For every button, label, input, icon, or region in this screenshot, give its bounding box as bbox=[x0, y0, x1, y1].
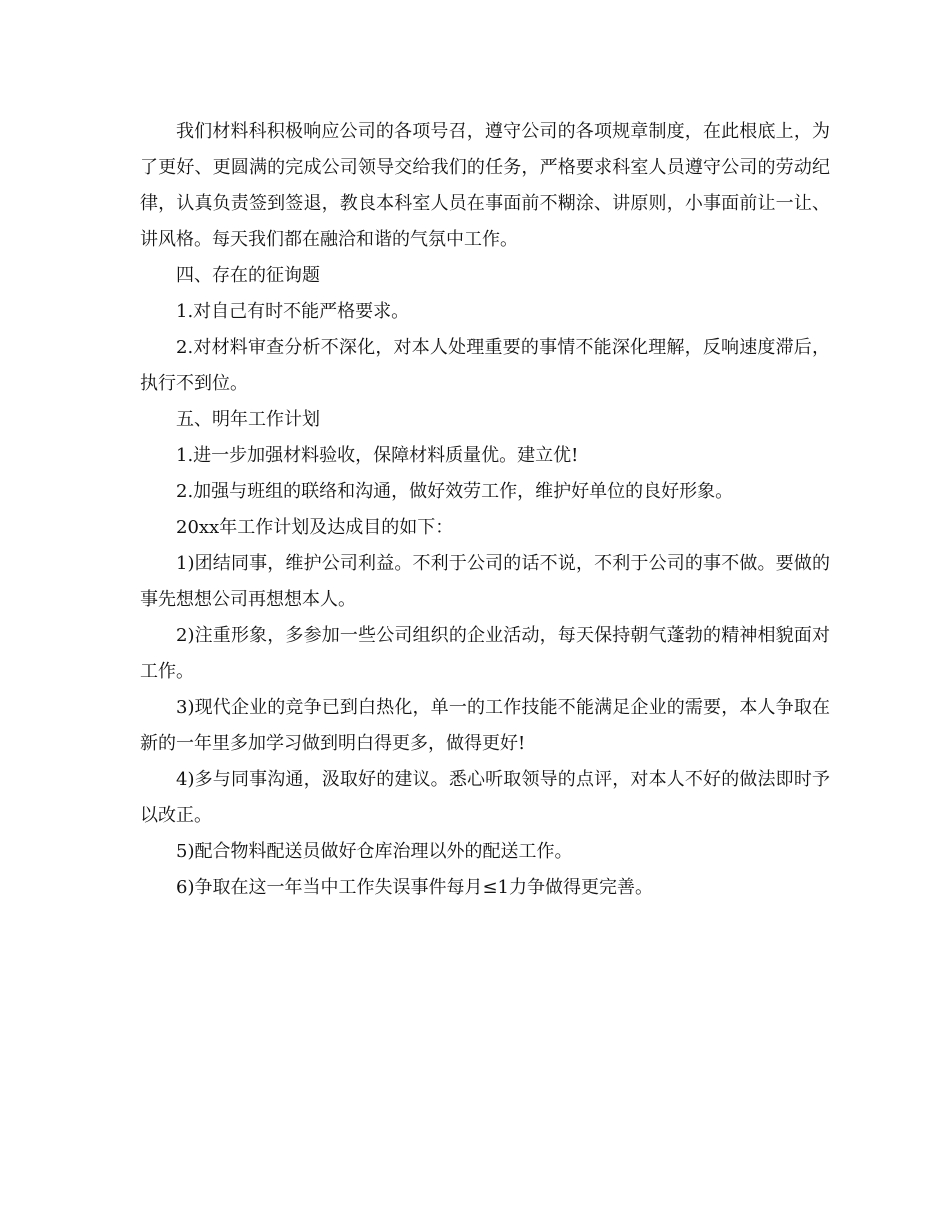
goals-heading: 20xx年工作计划及达成目的如下： bbox=[176, 517, 454, 538]
plan-item-2: 2.加强与班组的联络和沟通，做好效劳工作，维护好单位的良好形象。 bbox=[176, 481, 734, 502]
section-heading-plan: 五、明年工作计划 bbox=[176, 409, 320, 430]
problem-item-1: 1.对自己有时不能严格要求。 bbox=[176, 301, 410, 322]
document-body bbox=[140, 114, 830, 906]
paragraph-intro: 我们材料科积极响应公司的各项号召，遵守公司的各项规章制度，在此根底上，为了更好、更圆满的完成公司领导交给我们的任务，严格要求科室人员遵守公司的劳动纪律，认真负责签到签退，教良本科室人员在事面前不糊涂、讲原则，小事面前让一让、讲风格。每天我们都在融洽和谐的气氛中工作。 bbox=[140, 121, 830, 250]
goal-item-3: 3)现代企业的竞争已到白热化，单一的工作技能不能满足企业的需要，本人争取在新的一年里多加学习做到明白得更多，做得更好! bbox=[140, 697, 830, 754]
plan-item-1: 1.进一步加强材料验收，保障材料质量优。建立优! bbox=[176, 445, 579, 466]
section-heading-problems: 四、存在的征询题 bbox=[176, 265, 320, 286]
goal-item-4: 4)多与同事沟通，汲取好的建议。悉心听取领导的点评，对本人不好的做法即时予以改正。 bbox=[140, 769, 830, 826]
problem-item-2: 2.对材料审查分析不深化，对本人处理重要的事情不能深化理解，反响速度滞后，执行不到位。 bbox=[140, 337, 830, 394]
goal-item-1: 1)团结同事，维护公司利益。不利于公司的话不说，不利于公司的事不做。要做的事先想想公司再想想本人。 bbox=[140, 553, 830, 610]
goal-item-6: 6)争取在这一年当中工作失误事件每月≤1力争做得更完善。 bbox=[176, 877, 654, 898]
goal-item-2: 2)注重形象，多参加一些公司组织的企业活动，每天保持朝气蓬勃的精神相貌面对工作。 bbox=[140, 625, 830, 682]
goal-item-5: 5)配合物料配送员做好仓库治理以外的配送工作。 bbox=[176, 841, 573, 862]
